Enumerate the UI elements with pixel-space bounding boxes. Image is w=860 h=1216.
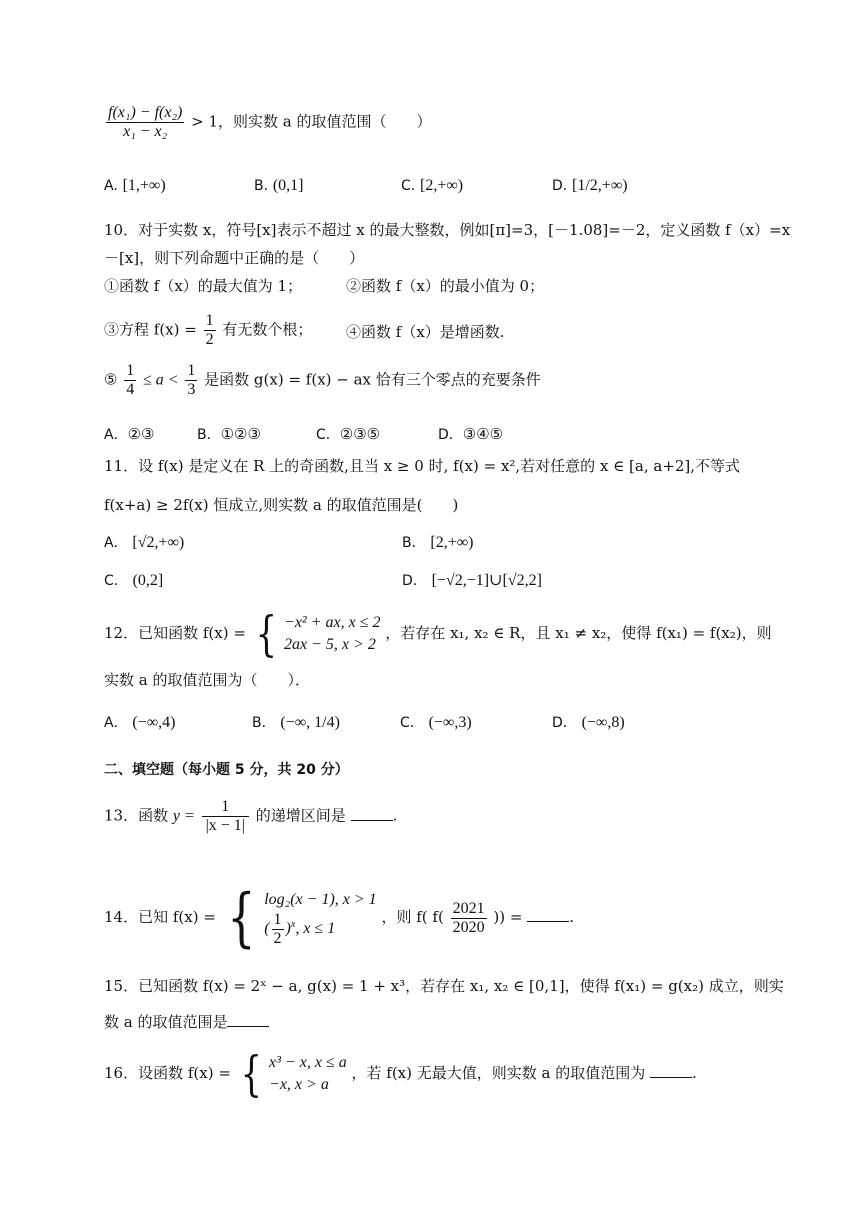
q14-answer-blank[interactable] [527,907,569,922]
q14-piecewise: log₂(x − 1), x > 1 ( $\frac{1}{2}$ )$^x$, x ≤ 1 [264,890,377,947]
q12-option-a[interactable]: A． (−∞,4) [104,714,176,731]
q10-statement-4: ④函数 f（x）是增函数. [346,323,505,341]
q12-piecewise: −x² + ax, x ≤ 2 2ax − 5, x > 2 [284,614,381,653]
q10-option-d[interactable]: D．③④⑤ [438,425,504,443]
q14-stem: 14．已知 f(x) = { log₂(x − 1), x > 1 ( $\frac{1}{2}$ )$^x$, x ≤ 1 ，则 f( f( $\frac{2021}{2020}$ )) = . [104,881,574,955]
q10-statement-5: ⑤ $\frac{1}{4}$ ≤ a < $\frac{1}{3}$ 是函数 g(x) = f(x) − ax 恰有三个零点的充要条件 [104,362,541,398]
q13-sqrt: |x − 1| [205,817,245,834]
q16-answer-blank[interactable] [650,1063,692,1078]
q10-stem-line2: －[x]，则下列命题中正确的是（ ） [104,249,365,267]
q9-option-a[interactable]: A. [1,+∞) [104,177,166,194]
q10-statement-2: ②函数 f（x）的最小值为 0； [346,277,545,295]
q10-s5-fraction-left: $\frac{1}{4}$ [126,362,135,398]
q11-option-a[interactable]: A． [√2,+∞) [104,534,185,551]
q15-answer-blank[interactable] [227,1012,269,1027]
q9-option-d[interactable]: D. [1/2,+∞) [552,177,628,194]
q16-stem: 16．设函数 f(x) = { x³ − x, x ≤ a −x, x > a ，若 f(x) 无最大值，则实数 a 的取值范围为 . [104,1046,697,1102]
q14-brace: { [226,881,256,955]
q10-s5-fraction-right: $\frac{1}{3}$ [187,362,196,398]
q11-stem-line2: f(x+a) ≥ 2f(x) 恒成立,则实数 a 的取值范围是( ) [104,496,459,514]
q12-stem-line1: 12．已知函数 f(x) = { −x² + ax, x ≤ 2 2ax − 5, x > 2 ，若存在 x₁, x₂ ∈ R，且 x₁ ≠ x₂，使得 f(x₁) = f(x₂)，则 [104,606,772,662]
q16-brace: { [240,1046,262,1102]
q12-option-c[interactable]: C． (−∞,3) [400,714,472,731]
q11-stem-line1: 11．设 f(x) 是定义在 R 上的奇函数,且当 x ≥ 0 时, f(x) = x²,若对任意的 x ∈ [a, a+2],不等式 [104,457,741,475]
section-heading-fill-in: 二、填空题（每小题 5 分，共 20 分） [104,762,349,778]
q12-option-d[interactable]: D． (−∞,8) [552,714,625,731]
q13-answer-blank[interactable] [351,806,393,821]
q11-option-b[interactable]: B． [2,+∞) [402,534,474,551]
q12-brace: { [255,606,277,662]
q15-stem-line2: 数 a 的取值范围是 [104,1012,269,1032]
q9-continuation-text: > 1，则实数 a 的取值范围（ ） [191,112,432,131]
q9-option-b[interactable]: B. (0,1] [254,177,304,194]
q10-statement-1: ①函数 f（x）的最大值为 1； [104,277,303,295]
q14-fraction: $\frac{2021}{2020}$ [452,899,485,936]
q9-fraction-numerator: f(x₁) − f(x₂) [108,104,183,121]
q9-fraction-denominator: x₁ − x₂ [123,123,168,140]
q10-option-a[interactable]: A．②③ [104,425,155,443]
q10-statement-3: ③方程 f(x) = $\frac{1}{2}$ 有无数个根； [104,312,313,348]
q11-option-d[interactable]: D． [−√2,−1]∪[√2,2] [402,572,542,589]
q10-option-b[interactable]: B．①②③ [197,425,261,443]
q13-stem: 13．函数 y = $\frac{1}{|x - 1|}$ 的递增区间是 . [104,798,398,834]
q9-continuation [104,104,431,141]
q10-stem-line1: 10．对于实数 x，符号[x]表示不超过 x 的最大整数，例如[π]=3，[－1.08]=－2，定义函数 f（x）=x [104,221,791,239]
q10-s3-fraction: $\frac{1}{2}$ [205,312,214,348]
q13-fraction: $\frac{1}{|x - 1|}$ [202,798,249,835]
q16-piecewise: x³ − x, x ≤ a −x, x > a [269,1054,347,1093]
q11-option-c[interactable]: C． (0,2] [104,572,164,589]
q12-stem-line2: 实数 a 的取值范围为（ ）． [104,671,310,689]
q9-fraction [106,104,184,141]
q15-stem-line1: 15．已知函数 f(x) = 2ˣ − a, g(x) = 1 + x³，若存在 x₁, x₂ ∈ [0,1]，使得 f(x₁) = g(x₂) 成立，则实 [104,977,784,995]
q10-option-c[interactable]: C．②③⑤ [316,425,381,443]
q12-option-b[interactable]: B． (−∞, 1/4) [252,714,340,731]
q9-option-c[interactable]: C. [2,+∞) [401,177,464,194]
